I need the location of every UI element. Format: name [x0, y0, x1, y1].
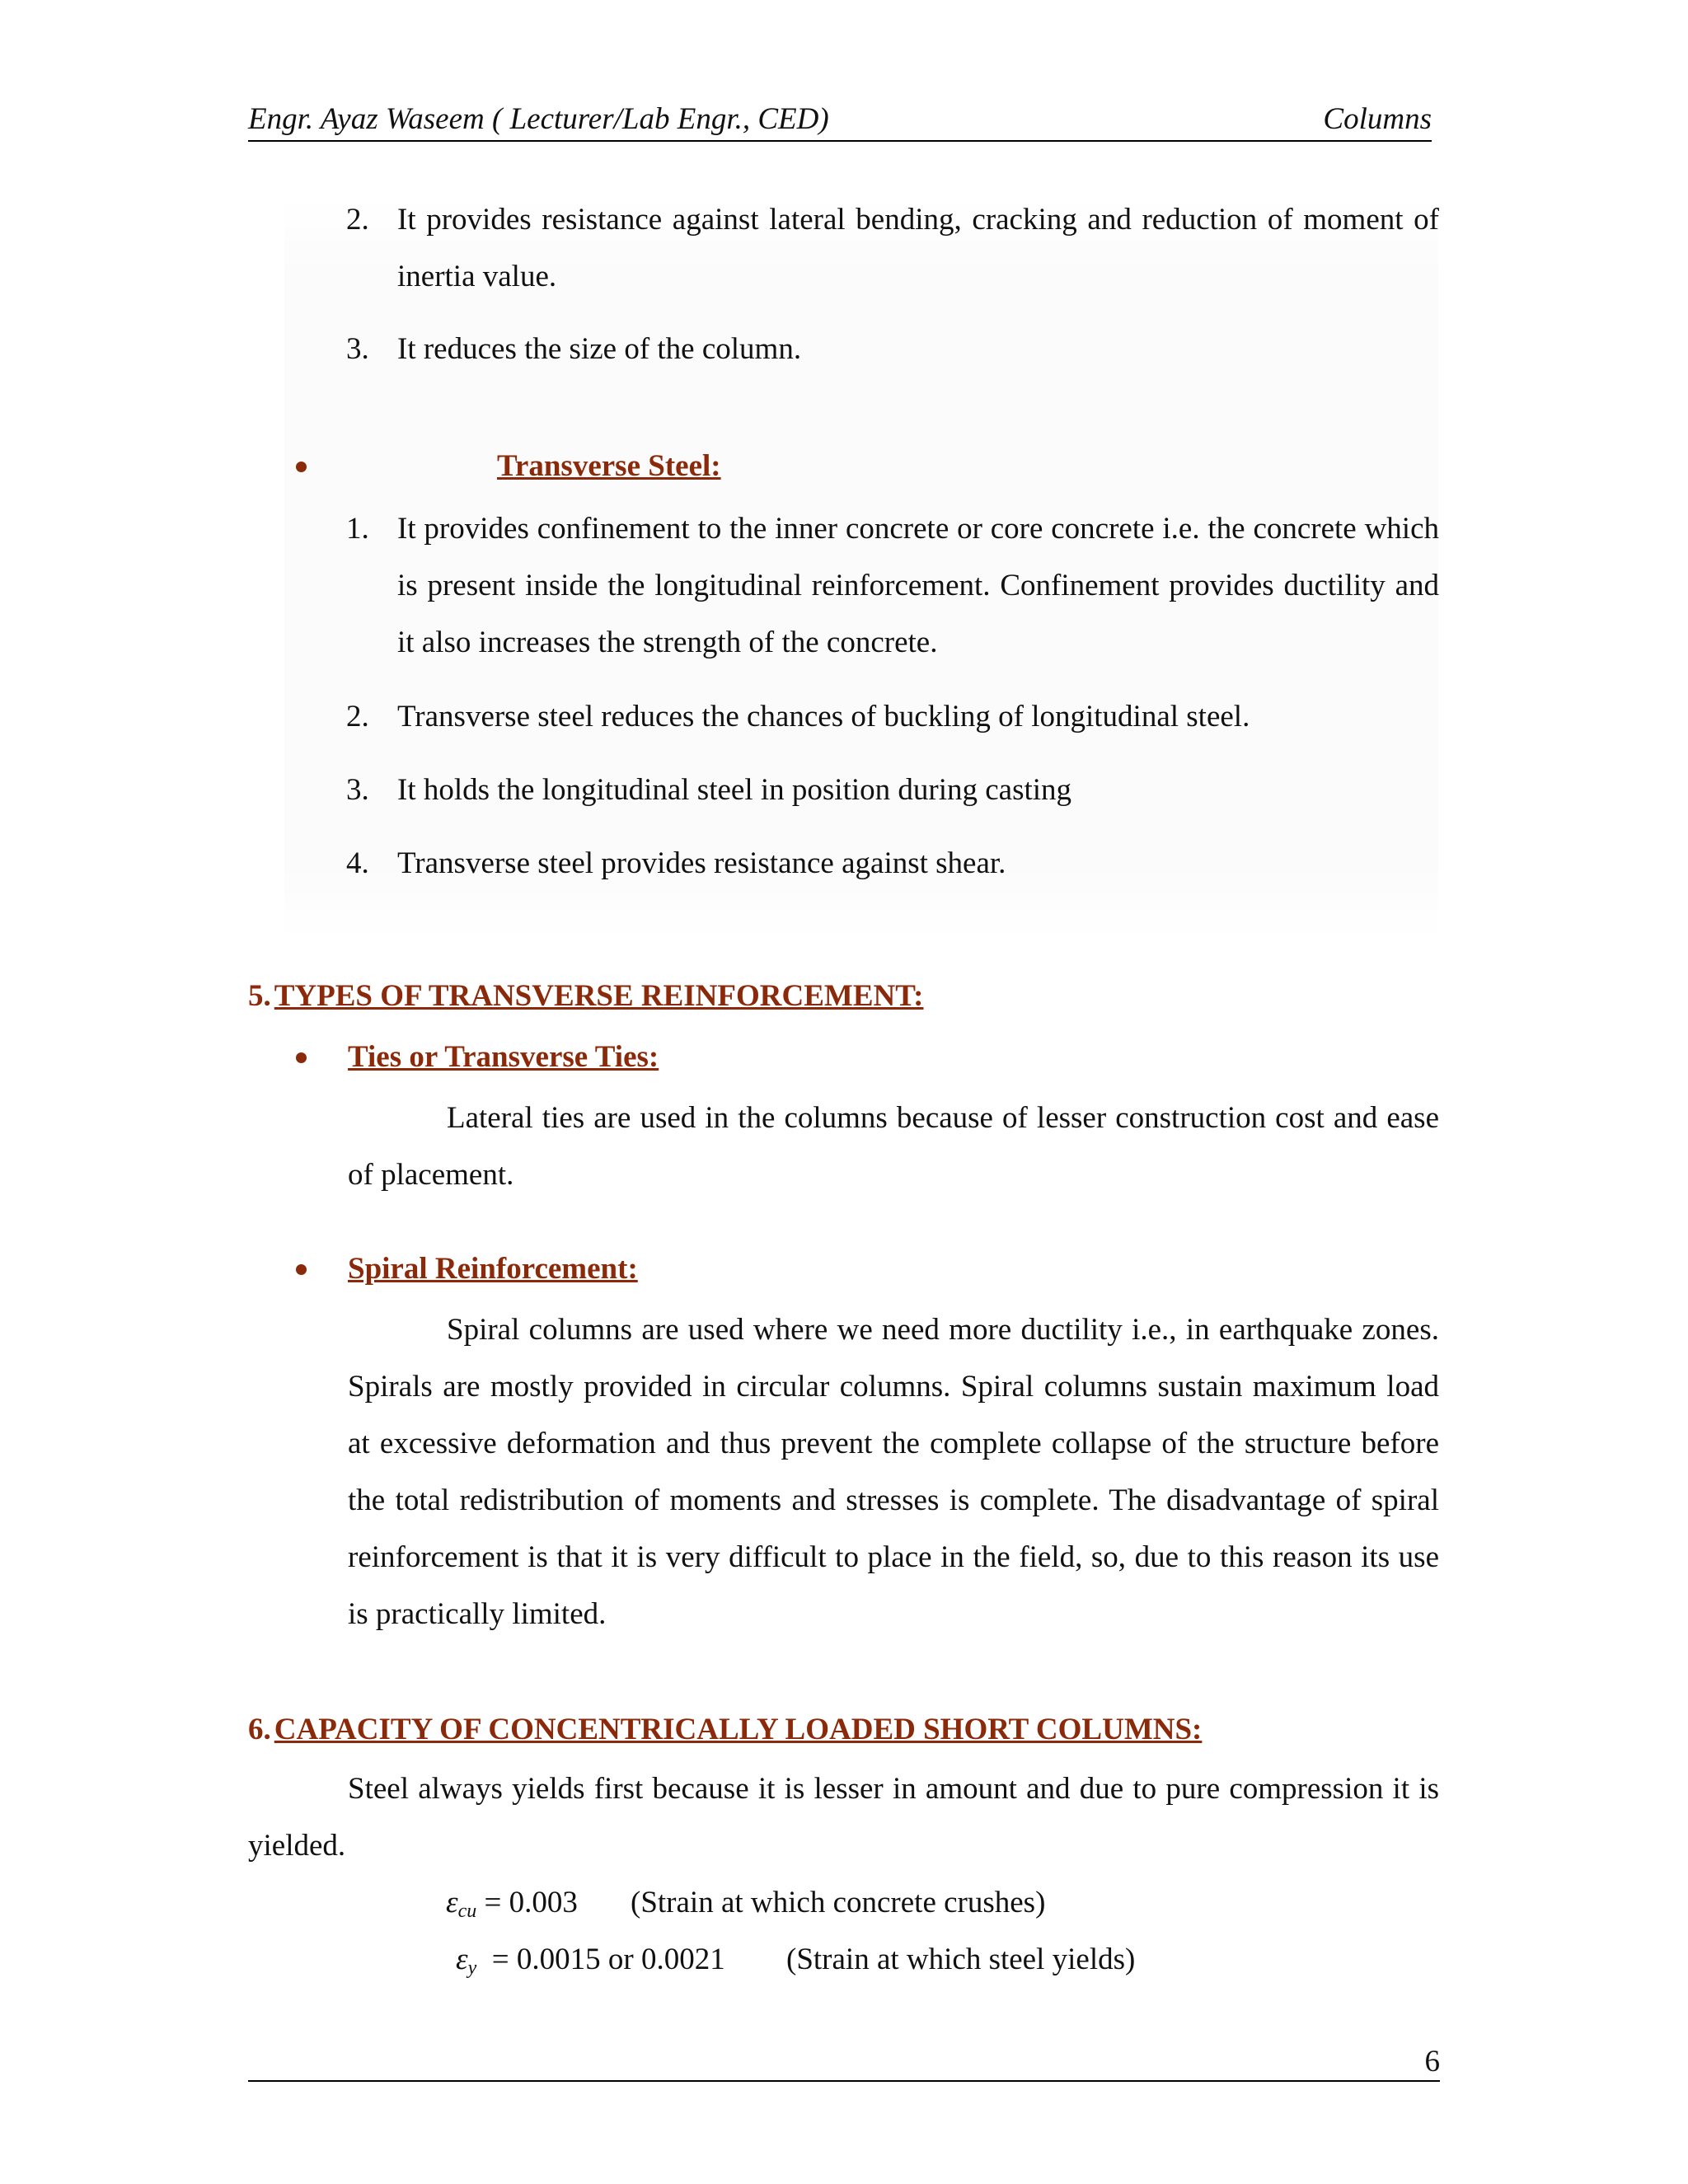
equation-value: = 0.003: [476, 1886, 578, 1919]
equation-note: (Strain at which concrete crushes): [631, 1886, 1046, 1919]
list-item-text: Transverse steel provides resistance against shear.: [397, 846, 1006, 880]
section-title: TYPES OF TRANSVERSE REINFORCEMENT:: [274, 979, 924, 1013]
section-6-paragraph: Steel always yields first because it is lesser in amount and due to pure compression it is yielded.: [248, 1772, 1439, 1863]
equation-subscript: y: [467, 1957, 477, 1979]
header-author: Engr. Ayaz Waseem ( Lecturer/Lab Engr., CED): [248, 102, 829, 136]
spiral-paragraph: Spiral columns are used where we need more ductility i.e., in earthquake zones. Spirals are mostly provided in circular columns. Spiral columns sustain maximum load at excessive deformation and thus prevent the complete collapse of the structure before the total redistribution of moments and stresses is complete. The disadvantage of spiral reinforcement is that it is very difficult to place in the field, so, due to this reason its use is practically limited.: [348, 1313, 1439, 1631]
list-number: 1.: [346, 512, 369, 546]
equation-concrete-strain: [446, 1882, 578, 1924]
list-number: 3.: [346, 773, 369, 807]
equation-note: (Strain at which steel yields): [786, 1943, 1136, 1976]
equation-value: = 0.0015 or 0.0021: [476, 1943, 725, 1976]
page-number: 6: [1424, 2045, 1440, 2079]
section-number: 6.: [248, 1713, 271, 1746]
bullet-icon: [296, 1052, 307, 1063]
equation-subscript: cu: [457, 1900, 477, 1922]
epsilon-symbol: ε: [456, 1943, 468, 1976]
list-number: 2.: [346, 203, 369, 237]
spiral-heading: Spiral Reinforcement:: [348, 1252, 638, 1286]
section-title: CAPACITY OF CONCENTRICALLY LOADED SHORT COLUMNS:: [274, 1713, 1203, 1746]
ties-heading: Ties or Transverse Ties:: [348, 1040, 659, 1074]
ties-paragraph: Lateral ties are used in the columns because of lesser construction cost and ease of placement.: [348, 1101, 1439, 1192]
list-item-text: It holds the longitudinal steel in position during casting: [397, 773, 1072, 807]
page-header: [248, 99, 1432, 142]
page-footer: [248, 2044, 1440, 2082]
epsilon-symbol: ε: [446, 1886, 458, 1919]
section-6-heading: [248, 1709, 1202, 1750]
list-item-text: It provides resistance against lateral bending, cracking and reduction of moment of inertia value.: [397, 203, 1439, 293]
bullet-icon: [296, 462, 307, 472]
header-chapter: Columns: [1323, 102, 1432, 136]
list-item-text: Transverse steel reduces the chances of buckling of longitudinal steel.: [397, 700, 1250, 733]
section-5-heading: [248, 976, 923, 1017]
list-number: 2.: [346, 700, 369, 733]
list-item-text: It provides confinement to the inner concrete or core concrete i.e. the concrete which is present inside the longitudinal reinforcement. Confinement provides ductility and it also increases the strength of the concrete.: [397, 512, 1439, 659]
list-item-text: It reduces the size of the column.: [397, 332, 802, 366]
equation-steel-strain: [456, 1939, 725, 1980]
transverse-steel-heading: Transverse Steel:: [497, 449, 721, 483]
section-number: 5.: [248, 979, 271, 1013]
list-number: 4.: [346, 846, 369, 880]
list-number: 3.: [346, 332, 369, 366]
bullet-icon: [296, 1264, 307, 1275]
